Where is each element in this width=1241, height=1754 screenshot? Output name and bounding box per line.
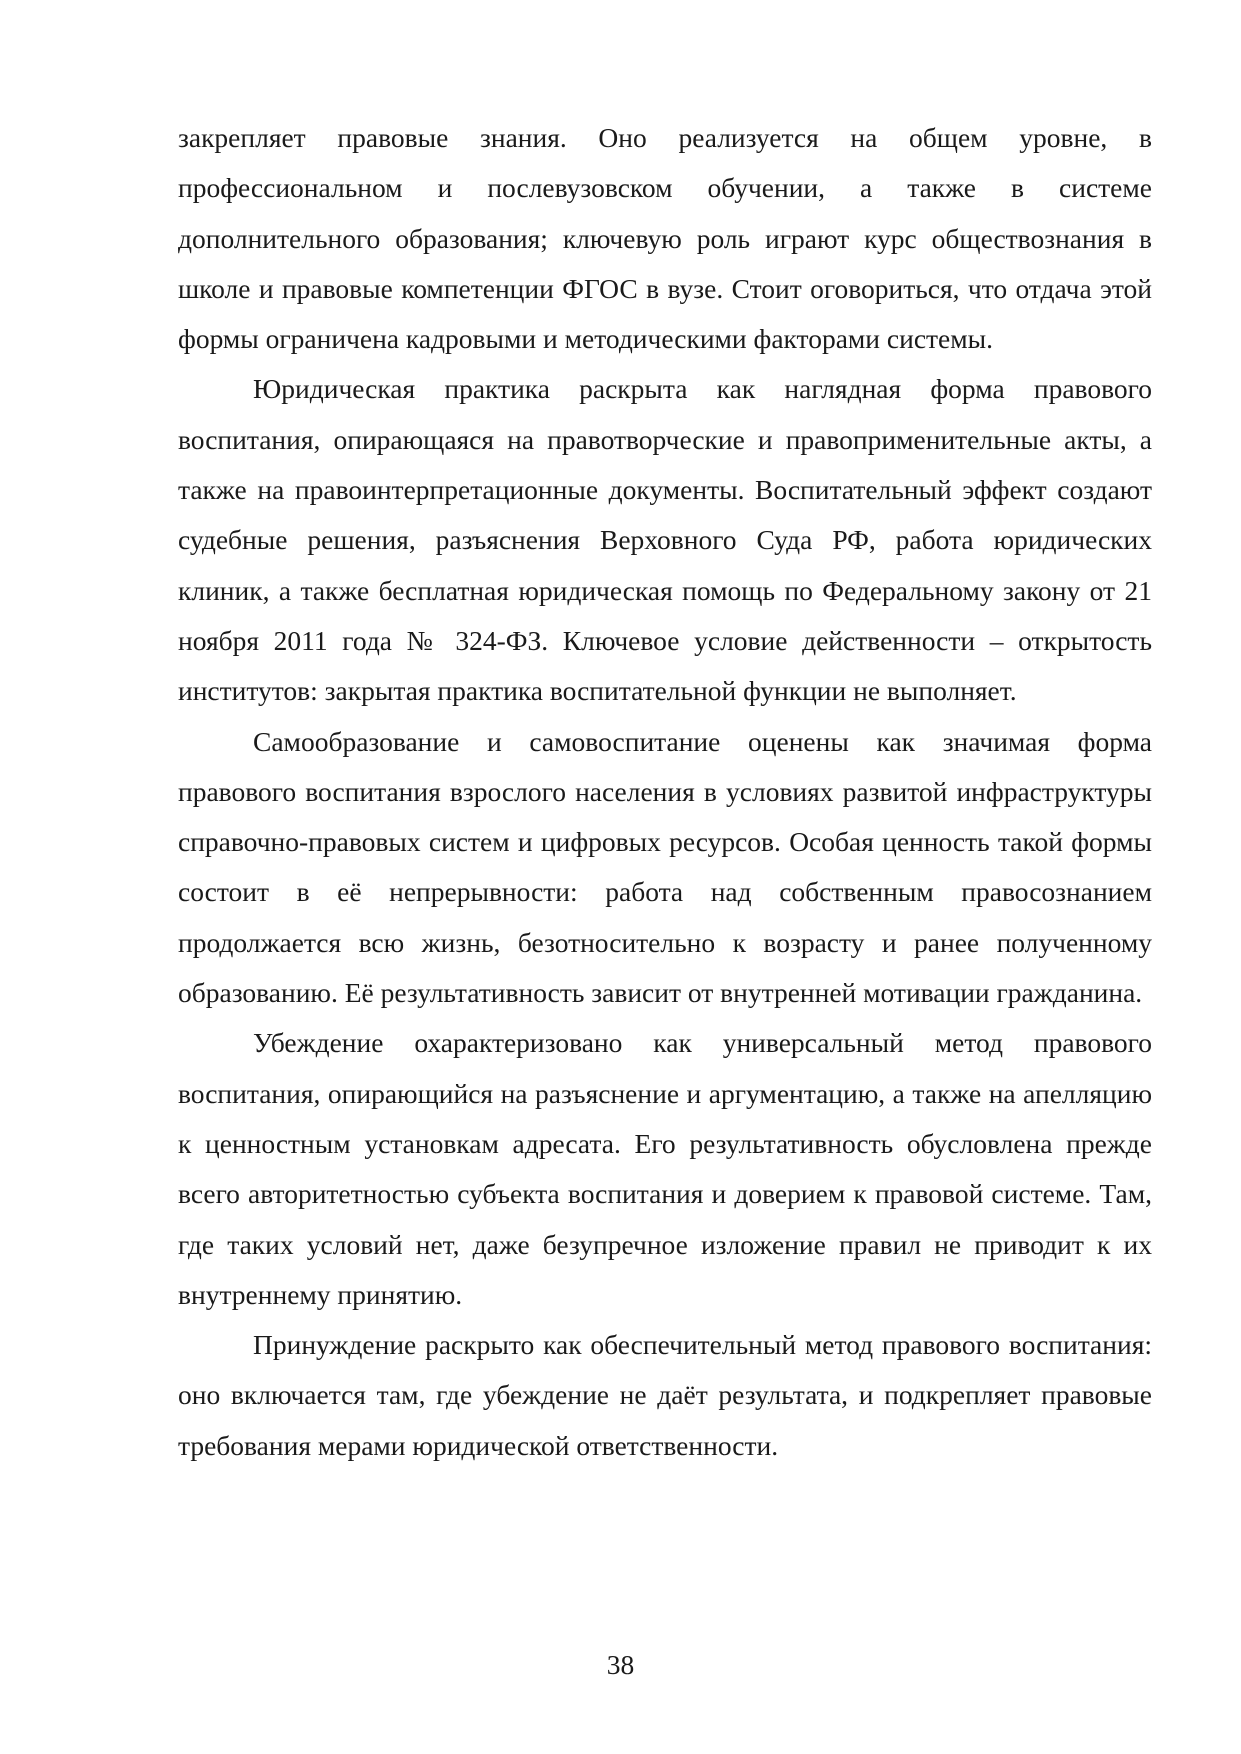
paragraph-self-education: Самообразование и самовоспитание оценены как значимая форма правового воспитания взрослого населения в условиях развитой инфраструктуры справочно-правовых систем и цифровых ресурсов. Особая ценность такой формы состоит в её непрерывности: работа над собственным правосознанием продолжается всю жизнь, безотносительно к возрасту и ранее полученному образованию. Её результативность зависит от внутренней мотивации гражданина. [178, 725, 1152, 1009]
paragraph-coercion: Принуждение раскрыто как обеспечительный метод правового воспитания: оно включается там, где убеждение не даёт результата, и подкрепляет правовые требования мерами юридической ответственности. [178, 1329, 1152, 1461]
document-body [178, 113, 1152, 1471]
paragraph-continuation: закрепляет правовые знания. Оно реализуется на общем уровне, в профессиональном и послевузовском обучении, а также в системе дополнительного образования; ключевую роль играют курс обществознания в школе и правовые компетенции ФГОС в вузе. Стоит оговориться, что отдача этой формы ограничена кадровыми и методическими факторами системы. [178, 122, 1152, 355]
paragraph-legal-practice: Юридическая практика раскрыта как наглядная форма правового воспитания, опирающаяся на правотворческие и правоприменительные акты, а также на правоинтерпретационные документы. Воспитательный эффект создают судебные решения, разъяснения Верховного Суда РФ, работа юридических клиник, а также бесплатная юридическая помощь по Федеральному закону от 21 ноября 2011 года № 324-ФЗ. Ключевое условие действенности – открытость институтов: закрытая практика воспитательной функции не выполняет. [178, 373, 1152, 707]
page-number: 38 [606, 1649, 635, 1680]
paragraph-persuasion: Убеждение охарактеризовано как универсальный метод правового воспитания, опирающийся на разъяснение и аргументацию, а также на апелляцию к ценностным установкам адресата. Его результативность обусловлена прежде всего авторитетностью субъекта воспитания и доверием к правовой системе. Там, где таких условий нет, даже безупречное изложение правил не приводит к их внутреннему принятию. [178, 1027, 1152, 1310]
